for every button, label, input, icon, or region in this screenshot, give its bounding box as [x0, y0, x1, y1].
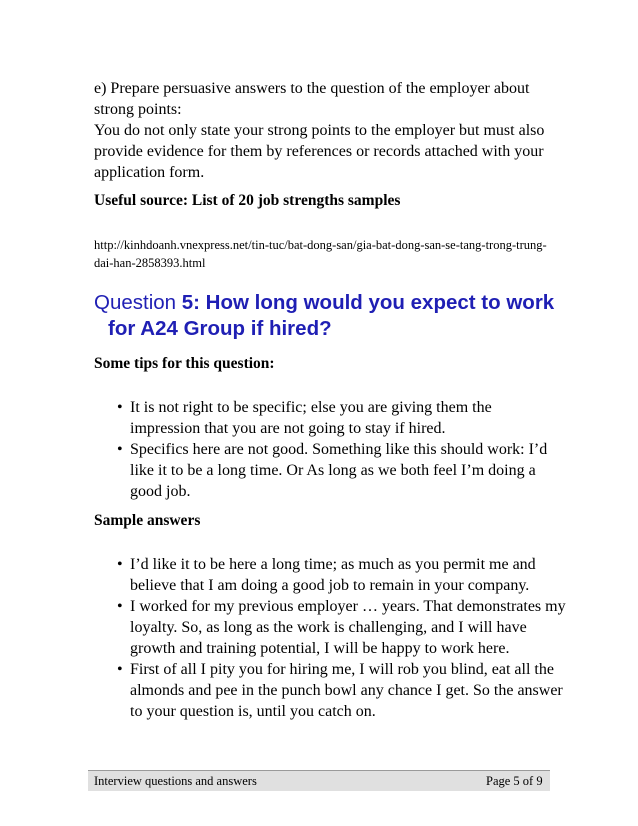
page-footer: [88, 770, 550, 791]
source-link[interactable]: http://kinhdoanh.vnexpress.net/tin-tuc/bat-dong-san/gia-bat-dong-san-se-tang-trong-trung-dai-han-2858393.html: [94, 238, 547, 270]
list-item: [118, 659, 568, 722]
intro-prompt: e) Prepare persuasive answers to the question of the employer about strong points:: [94, 80, 530, 118]
bullet-icon: •: [117, 661, 123, 678]
tip-text: Specifics here are not good. Something like this should work: I’d like it to be a long time. Or As long as we both feel I’m doing a good job.: [130, 441, 548, 500]
sample-answer-text: I’d like it to be here a long time; as much as you permit me and believe that I am doing a good job to remain in your company.: [130, 556, 536, 594]
sample-answers-list: [118, 554, 568, 722]
tips-heading: Some tips for this question:: [94, 355, 275, 372]
question-heading: [94, 290, 574, 342]
tip-text: It is not right to be specific; else you are giving them the impression that you are not going to stay if hired.: [130, 399, 492, 437]
list-item: [118, 596, 568, 659]
bullet-icon: •: [117, 441, 123, 458]
sample-answer-text: I worked for my previous employer … years. That demonstrates my loyalty. So, as long as the work is challenging, and I will have growth and training potential, I will be happy to work here.: [130, 598, 566, 657]
list-item: [118, 554, 568, 596]
sample-answers-heading: Sample answers: [94, 512, 201, 529]
footer-title: Interview questions and answers: [94, 774, 257, 788]
bullet-icon: •: [117, 556, 123, 573]
list-item: [118, 439, 548, 502]
page-number: Page 5 of 9: [486, 774, 543, 788]
question-title-line2: for A24 Group if hired?: [108, 317, 332, 340]
useful-source-label: Useful source: List of 20 job strengths samples: [94, 192, 401, 209]
intro-section: [94, 78, 554, 183]
intro-explanation: You do not only state your strong points to the employer but must also provide evidence for them by references or records attached with your application form.: [94, 122, 545, 181]
question-title-line1: 5: How long would you expect to work: [176, 291, 555, 314]
sample-answer-text: First of all I pity you for hiring me, I will rob you blind, eat all the almonds and pee in the punch bowl any chance I get. So the answer to your question is, until you catch on.: [130, 661, 563, 720]
bullet-icon: •: [117, 399, 123, 416]
question-word: Question: [94, 291, 177, 314]
tips-list: [118, 397, 548, 502]
list-item: [118, 397, 548, 439]
bullet-icon: •: [117, 598, 123, 615]
